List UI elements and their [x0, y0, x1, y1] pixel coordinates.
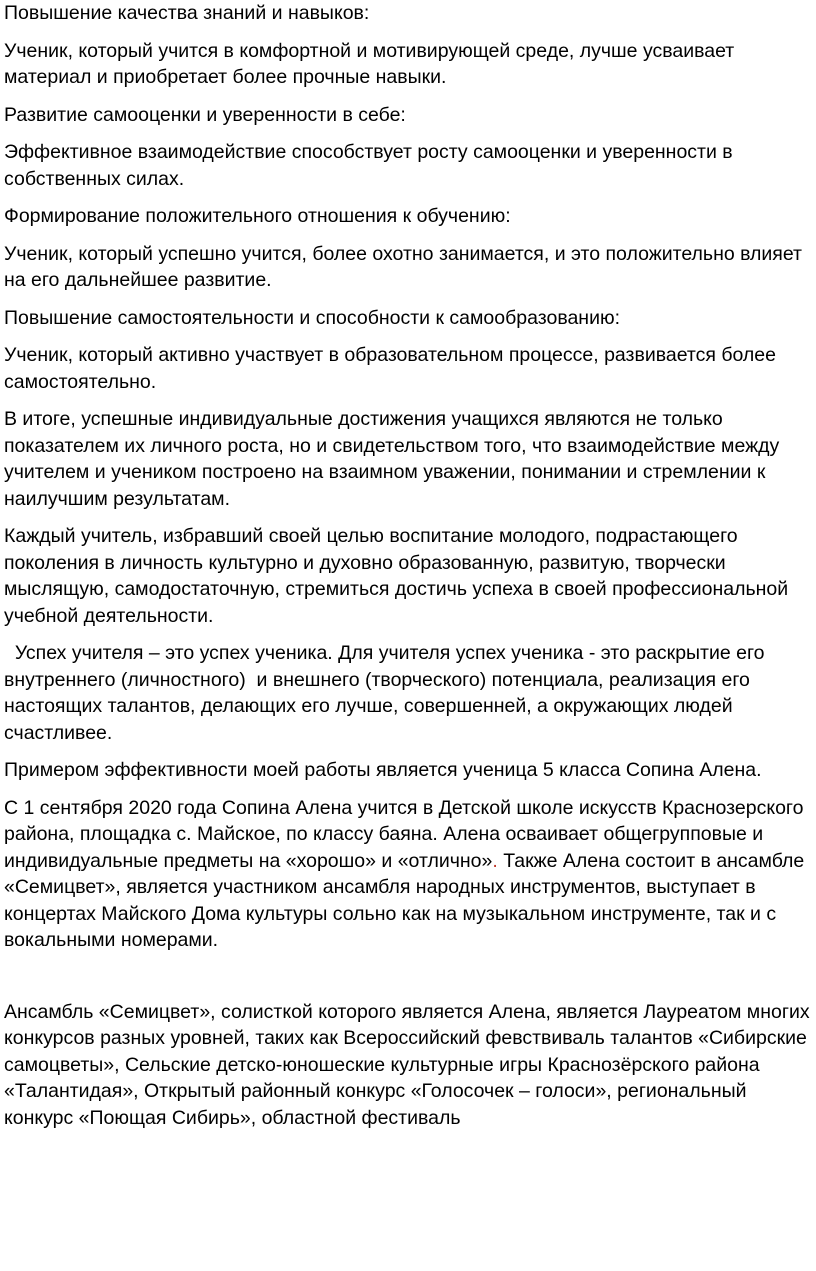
paragraph-conclusion: В итоге, успешные индивидуальные достижения учащихся являются не только показателем их личного роста, но и свидетельством того, что взаимодействие между учителем и учеником построено на взаимном уважении, понимании и стремлении к наилучшим результатам. [4, 408, 780, 510]
heading-independence: Повышение самостоятельности и способности к самообразованию: [4, 306, 621, 329]
heading-positive-attitude: Формирование положительного отношения к обучению: [4, 205, 511, 227]
paragraph-every-teacher: Каждый учитель, избравший своей целью воспитание молодого, подрастающего поколения в личность культурно и духовно образованную, развитую, творчески мыслящую, самодостаточную, стремиться достичь успеха в своей профессиональной учебной деятельности. [4, 525, 789, 627]
paragraph-comfortable-environment: Ученик, который учится в комфортной и мотивирующей среде, лучше усваивает материал и приобретает более прочные навыки. [4, 39, 735, 88]
heading-self-esteem: Развитие самооценки и уверенности в себе: [4, 103, 406, 126]
paragraph-ensemble-semitsvet: Ансамбль «Семицвет», солисткой которого является Алена, является Лауреатом многих конкурсов разных уровней, таких как Всероссийский февствиваль талантов «Сибирские самоцветы», Сельские детско-юношеские культурные игры Краснозёрского района «Талантидая», Открытый районный конкурс «Голосочек – голоси», региональный конкурс «Поющая Сибирь», областной фестиваль [4, 1000, 810, 1129]
paragraph-successful-student: Ученик, который успешно учится, более охотно занимается, и это положительно влияет на его дальнейшее развитие. [4, 242, 802, 291]
sopina-text-after: Также Алена состоит в ансамбле «Семицвет», является участником ансамбля народных инструментов, выступает в концертах Майского Дома культуры сольно как на музыкальном инструменте, так и с вокальными номерами. [4, 849, 805, 951]
paragraph-active-student: Ученик, который активно участвует в образовательном процессе, развивается более самостоятельно. [4, 344, 777, 393]
paragraph-sopina-alena [4, 795, 816, 954]
heading-knowledge-quality: Повышение качества знаний и навыков: [4, 2, 370, 24]
sopina-text-before: С 1 сентября 2020 года Сопина Алена учится в Детской школе искусств Краснозерского района, площадка с. Майское, по классу баяна. Алена осваивает общегрупповые и индивидуальные предметы на «хорошо» и «отлично» [4, 796, 804, 872]
paragraph-effective-interaction: Эффективное взаимодействие способствует росту самооценки и уверенности в собственных силах. [4, 141, 733, 190]
paragraph-example-student: Примером эффективности моей работы является ученица 5 класса Сопина Алена. [4, 759, 762, 781]
paragraph-teacher-success: Успех учителя – это успех ученика. Для учителя успех ученика - это раскрытие его внутреннего (личностного) и внешнего (творческого) потенциала, реализация его настоящих талантов, делающих его лучше, совершенней, а окружающих людей счастливее. [4, 642, 770, 744]
blank-line [4, 965, 816, 999]
highlighted-dot: . [492, 849, 498, 872]
